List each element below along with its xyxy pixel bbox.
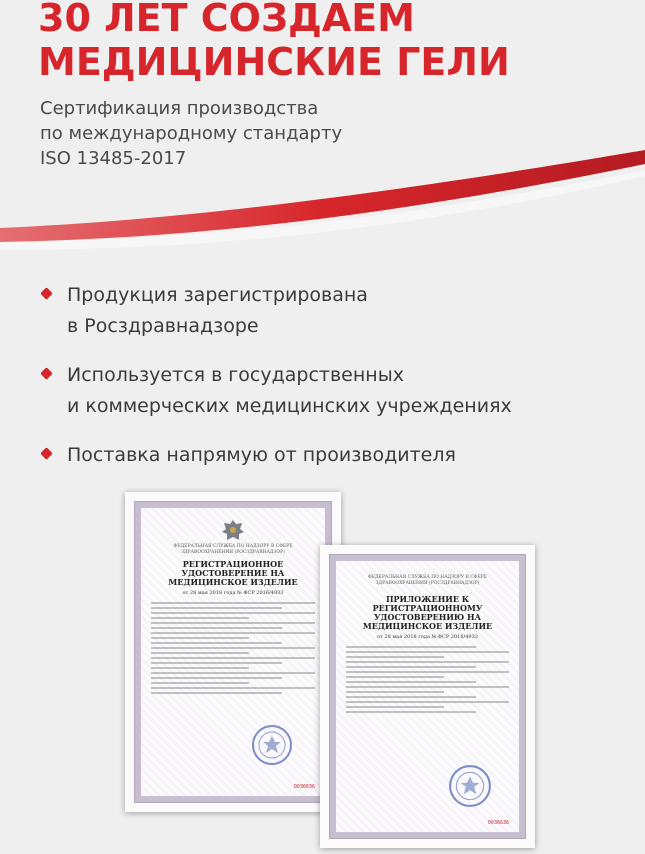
certificate-serial: 0036636 — [293, 784, 315, 790]
certificate-agency: ФЕДЕРАЛЬНАЯ СЛУЖБА ПО НАДЗОРУ В СФЕРЕ ЗДРАВООХРАНЕНИЯ (РОСЗДРАВНАДЗОР) — [173, 544, 293, 555]
subtitle-line-2: по международному стандарту — [40, 123, 343, 144]
certificate-body-text — [346, 646, 509, 713]
list-item-line-1: Используется в государственных — [67, 364, 404, 386]
list-item-line-2: в Росздравнадзоре — [67, 315, 259, 337]
certificate-serial: 0036636 — [487, 820, 509, 826]
registration-certificate-image — [125, 492, 341, 812]
headline-line-2: МЕДИЦИНСКИЕ ГЕЛИ — [38, 40, 510, 84]
headline — [38, 0, 510, 84]
list-item-line-1: Продукция зарегистрирована — [67, 284, 368, 306]
bullet-marker-icon — [40, 287, 53, 300]
certificate-title: ПРИЛОЖЕНИЕ К РЕГИСТРАЦИОННОМУ УДОСТОВЕРЕНИЮ НА МЕДИЦИНСКОЕ ИЗДЕЛИЕ — [362, 594, 493, 631]
certificate-agency: ФЕДЕРАЛЬНАЯ СЛУЖБА ПО НАДЗОРУ В СФЕРЕ ЗДРАВООХРАНЕНИЯ (РОСЗДРАВНАДЗОР) — [368, 575, 487, 586]
subtitle-line-3: ISO 13485-2017 — [40, 148, 187, 169]
official-stamp-icon — [448, 764, 492, 808]
coat-of-arms-icon — [220, 518, 246, 544]
official-stamp-icon — [251, 724, 293, 766]
bullet-marker-icon — [40, 447, 53, 460]
list-item-line-2: и коммерческих медицинских учреждениях — [67, 395, 512, 417]
headline-line-1: 30 ЛЕТ СОЗДАЕМ — [38, 0, 415, 40]
list-item — [40, 440, 630, 471]
red-swoosh-decoration — [0, 150, 645, 260]
certificate-body-text — [151, 602, 315, 694]
list-item — [40, 360, 630, 422]
certificate-appendix-image — [320, 545, 535, 848]
bullet-marker-icon — [40, 367, 53, 380]
subtitle-line-1: Сертификация производства — [40, 98, 319, 119]
certificate-date: от 28 мая 2018 года № ФСР 2016/4933 — [377, 634, 478, 640]
list-item-line-1: Поставка напрямую от производителя — [67, 444, 456, 466]
certificate-date: от 28 мая 2018 года № ФСР 2016/4933 — [182, 590, 284, 596]
list-item — [40, 280, 630, 342]
certificate-title: РЕГИСТРАЦИОННОЕ УДОСТОВЕРЕНИЕ НА МЕДИЦИНСКОЕ ИЗДЕЛИЕ — [168, 559, 298, 587]
feature-list — [40, 280, 630, 489]
